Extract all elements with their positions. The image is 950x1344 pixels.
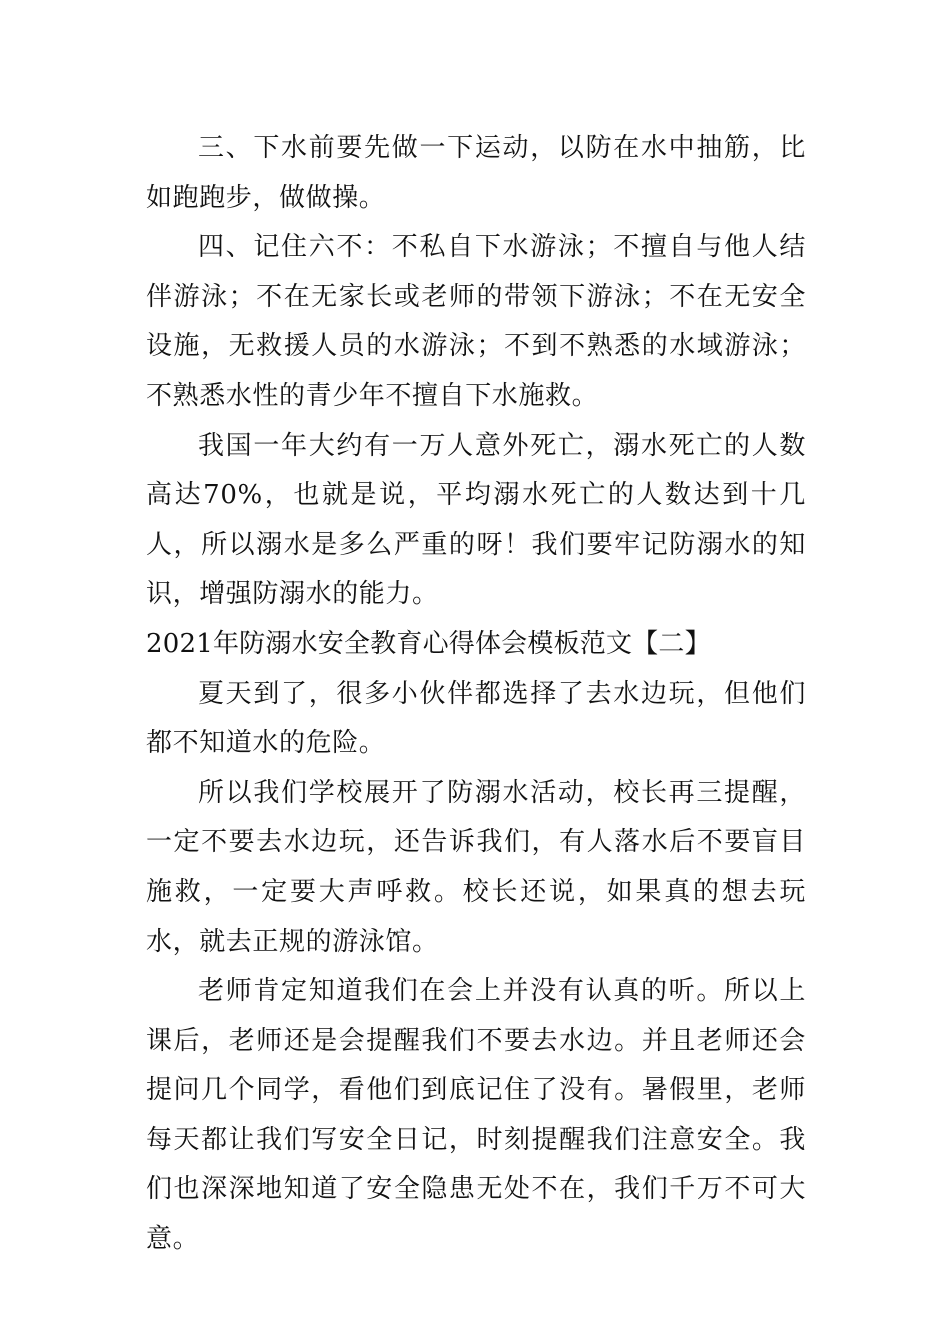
paragraph-school-activity: 所以我们学校展开了防溺水活动，校长再三提醒，一定不要去水边玩，还告诉我们，有人落水后不要盲目施救，一定要大声呼救。校长还说，如果真的想去玩水，就去正规的游泳馆。 [146, 777, 806, 957]
section-title: 2021年防溺水安全教育心得体会模板范文【二】 [146, 628, 711, 659]
document-page [146, 124, 806, 1265]
paragraph-summer: 夏天到了，很多小伙伴都选择了去水边玩，但他们都不知道水的危险。 [146, 678, 806, 759]
paragraph-warmup: 三、下水前要先做一下运动，以防在水中抽筋，比如跑跑步，做做操。 [146, 133, 806, 213]
paragraph-teacher: 老师肯定知道我们在会上并没有认真的听。所以上课后，老师还是会提醒我们不要去水边。并且老师还会提问几个同学，看他们到底记住了没有。暑假里，老师每天都让我们写安全日记，时刻提醒我们注意安全。我们也深深地知道了安全隐患无处不在，我们千万不可大意。 [146, 976, 806, 1255]
paragraph-statistics: 我国一年大约有一万人意外死亡，溺水死亡的人数高达70%，也就是说，平均溺水死亡的人数达到十几人，所以溺水是多么严重的呀！我们要牢记防溺水的知识，增强防溺水的能力。 [146, 430, 806, 610]
paragraph-six-rules: 四、记住六不：不私自下水游泳；不擅自与他人结伴游泳；不在无家长或老师的带领下游泳；不在无安全设施，无救援人员的水游泳；不到不熟悉的水域游泳；不熟悉水性的青少年不擅自下水施救。 [146, 232, 806, 411]
